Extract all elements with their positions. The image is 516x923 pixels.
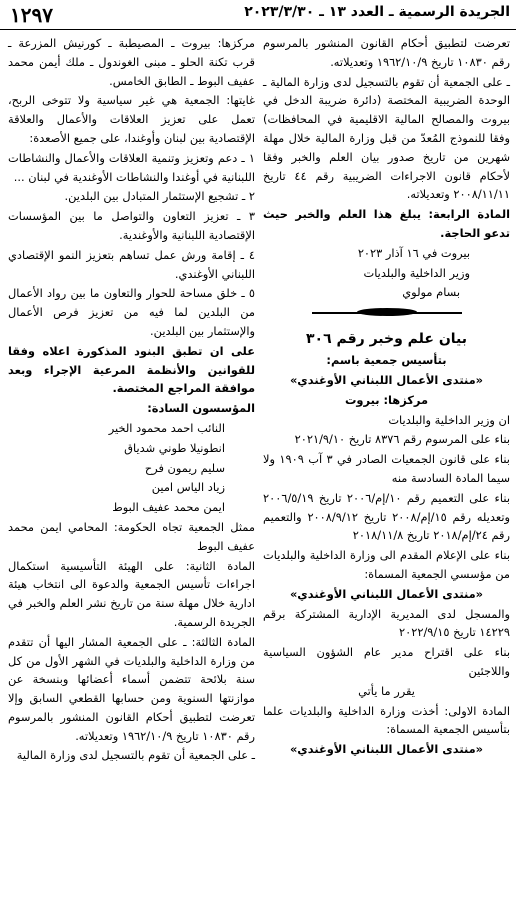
list-item: ٥ ـ خلق مساحة للحوار والتعاون ما بين رواد الأعمال من البلدين لما فيه من تعزيز فرص الأعمال والإستثمار بين البلدين. (8, 286, 255, 338)
minister-name: بسام مولوي (402, 285, 460, 300)
paragraph: بناء على اقتراح مدير عام الشؤون السياسية واللاجئين (263, 645, 510, 678)
founder-name: سليم ريمون فرح (144, 460, 225, 475)
paragraph: بناء على الإعلام المقدم الى وزارة الداخلية والبلديات من مؤسسي الجمعية المسماة: (263, 548, 510, 581)
list-item: ٤ ـ إقامة ورش عمل تساهم بتعزيز النمو الإقتصادي اللبناني الأوغندي. (8, 247, 255, 281)
statement-subheading: بتأسيس جمعية باسم: (326, 353, 447, 368)
headquarters-heading: مركزها: بيروت (344, 392, 429, 407)
headquarters-paragraph: مركزها: بيروت ـ المصيطبة ـ كورنيش المزرعة ـ قرب تكنة الحلو ـ مبنى الغوندول ـ ملك أيمن محمد عفيف البوط ـ الطابق الخامس. (8, 36, 255, 88)
paragraph: بناء على المرسوم رقم ٨٣٧٦ تاريخ ٢٠٢١/٩/١٠ (294, 432, 510, 447)
founders-heading: المؤسسون السادة: (147, 401, 255, 416)
association-name: «منتدى الأعمال اللبناني الأوغندي» (289, 586, 484, 601)
page-number: ١٢٩٧ (10, 3, 53, 27)
date-line: بيروت في ١٦ آذار ٢٠٢٣ (357, 245, 470, 260)
founder-name: النائب احمد محمود الخير (108, 420, 225, 435)
government-representative: ممثل الجمعية تجاه الحكومة: المحامي ايمن محمد عفيف البوط (8, 519, 255, 553)
paragraph: ـ على الجمعية أن تقوم بالتسجيل لدى وزارة المالية ـ الوحدة الضريبية المختصة (دائرة ضريبة الدخل في بيروت والمصالح المالية الاقليمية في المحافظات) وفقا للنموذج المُعدّ من قبل وزارة المالية خلال مهلة شهرين من تاريخ صدور بيان العلم والخبر وفقا لأحكام قانون الاجراءات الضريبية رقم ٤٤ تاريخ ٢٠٠٨/١١/١١ وتعديلاته. (263, 74, 510, 202)
minister-title: وزير الداخلية والبلديات (363, 265, 470, 280)
association-name: «منتدى الأعمال اللبناني الأوغندي» (289, 742, 484, 757)
section-divider (312, 308, 462, 318)
paragraph: بناء على التعميم رقم ١٠/إم/٢٠٠٦ تاريخ ٢٠٠٦/٥/١٩ وتعديله رقم ١٥/إم/٢٠٠٨ تاريخ ٢٠٠٨/٩/١٢ والتعميم رقم ٢٤/إم/٢٠١٨ تاريخ ٢٠١٨/١١/٨ (263, 490, 511, 543)
paragraph: تعرضت لتطبيق أحكام القانون المنشور بالمرسوم رقم ١٠٨٣٠ تاريخ ١٩٦٢/١٠/٩ وتعديلاته. (263, 36, 510, 69)
association-name: «منتدى الأعمال اللبناني الأوغندي» (289, 372, 484, 387)
article-three: المادة الثالثة: ـ على الجمعية المشار اليها أن تتقدم من وزارة الداخلية والبلديات في الشهر الأول من كل سنة بلائحة تتضمن أسماء أعضائها وبنسخة عن موازنتها السنوية ومن حسابها القطعي السابق وإلا تعرضت لتطبيق أحكام القانون المنشور بالمرسوم رقم ١٠٨٣٠ تاريخ ١٩٦٢/١٠/٩ وتعديلاته. (8, 634, 255, 743)
page-header (0, 0, 516, 30)
right-column (263, 34, 510, 760)
founder-name: انطونيلا طوني شدياق (124, 440, 225, 455)
founder-name: زياد الياس امين (151, 480, 225, 495)
left-column (8, 34, 255, 766)
list-item: ١ ـ دعم وتعزيز وتنمية العلاقات والأعمال والنشاطات اللبنانية في أوغندا والنشاطات الأوغندية في لبنان ... (8, 150, 255, 184)
founder-name: ايمن محمد عفيف البوط (112, 500, 225, 515)
decision-heading: يقرر ما يأتي (358, 683, 415, 698)
paragraph: بناء على قانون الجمعيات الصادر في ٣ آب ١٩٠٩ ولا سيما المادة السادسة منه (263, 452, 510, 485)
article-two: المادة الثانية: على الهيئة التأسيسية استكمال اجراءات تأسيس الجمعية والدعوة الى انتخاب هيئة ادارية خلال مهلة سنة من تاريخ نشر العلم والخبر في الجريدة الرسمية. (8, 558, 255, 629)
paragraph: ـ على الجمعية أن تقوم بالتسجيل لدى وزارة المالية (16, 748, 255, 763)
article-one: المادة الاولى: أخذت وزارة الداخلية والبلديات علما بتأسيس الجمعية المسماة: (263, 703, 510, 737)
list-item: ٣ ـ تعزيز التعاون والتواصل ما بين المؤسسات الإقتصادية اللبنانية والأوغندية. (8, 209, 255, 242)
statement-heading: بيان علم وخبر رقم ٣٠٦ (306, 331, 467, 348)
compliance-paragraph: على ان تطبق البنود المذكورة اعلاه وفقا للقوانين والأنظمة المرعية الإجراء وبعد موافقة المراجع المختصة. (8, 343, 255, 396)
paragraph: ان وزير الداخلية والبلديات (388, 412, 510, 427)
paragraph: والمسجل لدى المديرية الإدارية المشتركة برقم ١٤٢٢٩ تاريخ ٢٠٢٢/٩/١٥ (263, 606, 510, 640)
list-item: ٢ ـ تشجيع الإستثمار المتبادل بين البلدين. (64, 189, 255, 204)
article-four: المادة الرابعة: يبلغ هذا العلم والخبر حيث تدعو الحاجة. (263, 207, 510, 240)
gazette-title: الجريدة الرسمية ـ العدد ١٣ ـ ٢٠٢٣/٣/٣٠ (244, 4, 510, 20)
purpose-paragraph: غايتها: الجمعية هي غير سياسية ولا تتوخى الربح، تعمل على تعزيز العلاقات والأعمال والعلاقة الإقتصادية بين لبنان وأوغندا، على جميع الأصعدة: (8, 93, 255, 145)
